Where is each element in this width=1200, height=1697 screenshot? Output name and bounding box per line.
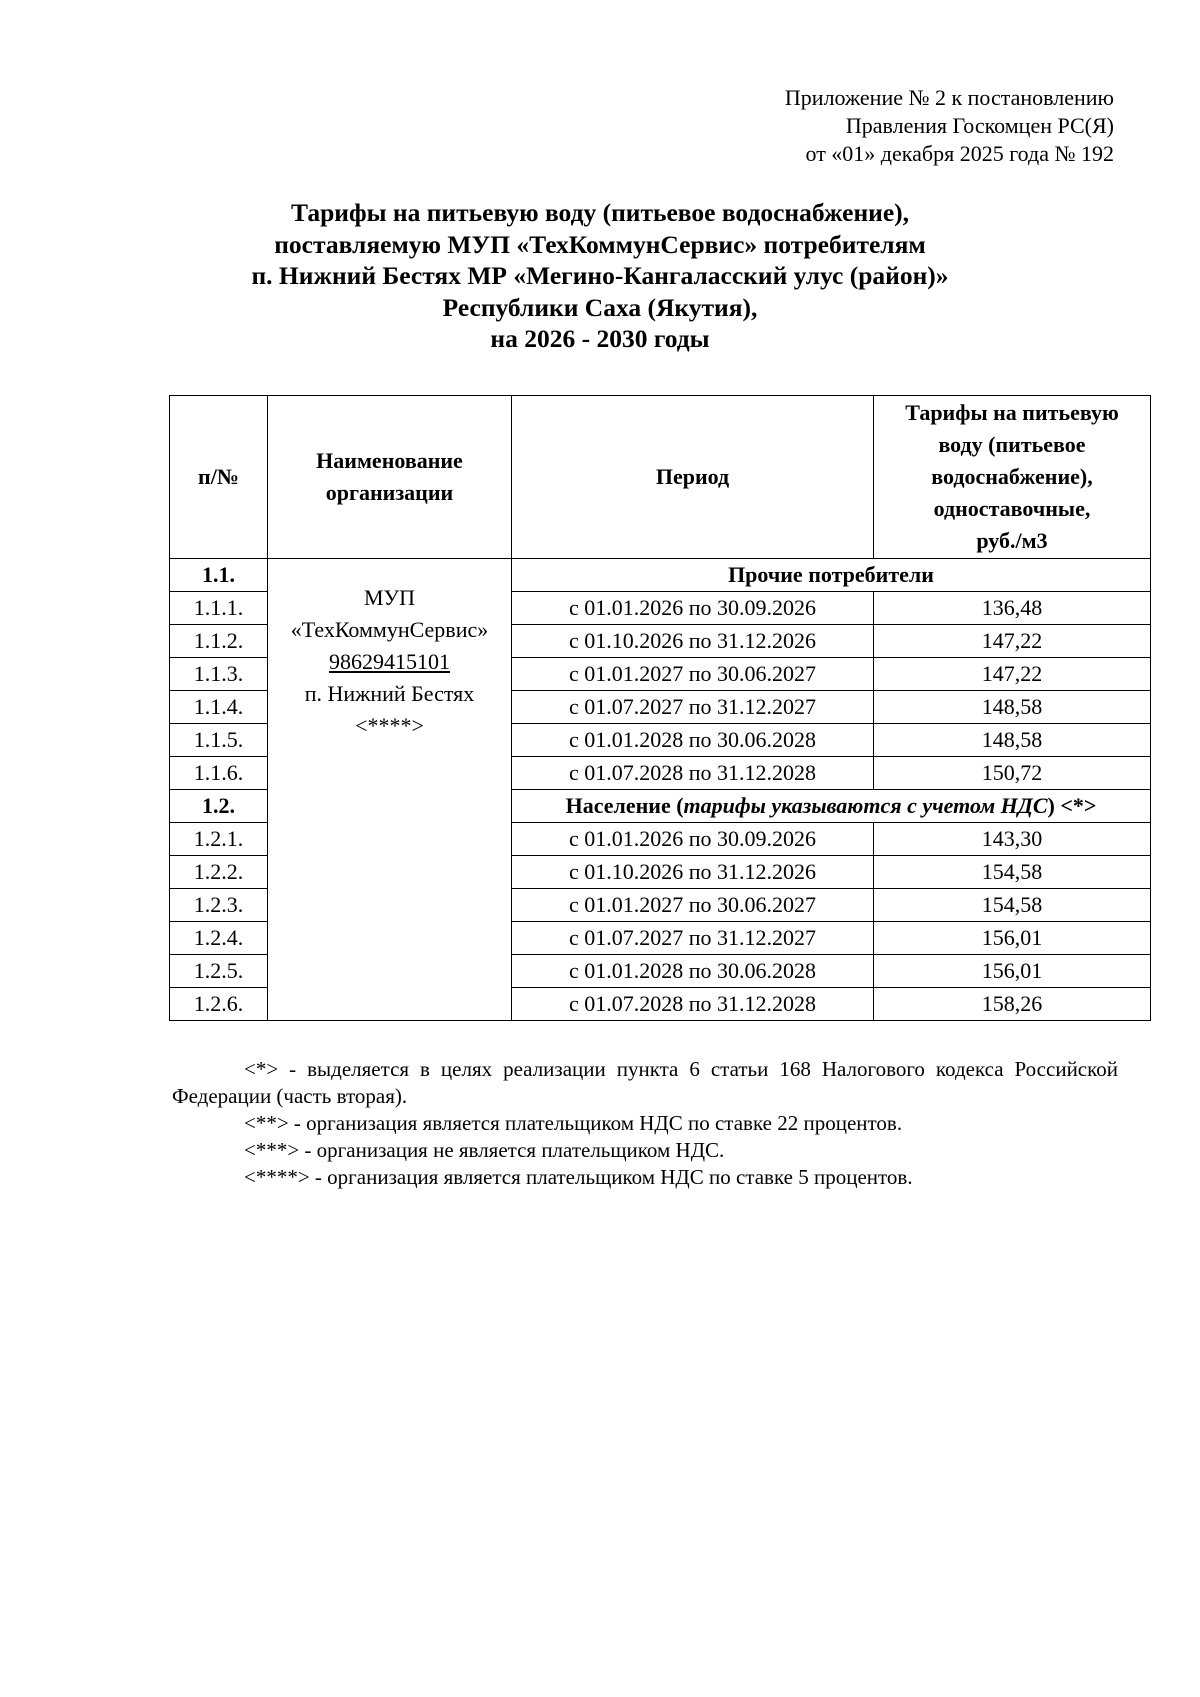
section-label: Прочие потребители — [512, 559, 1151, 592]
row-num: 1.1.6. — [170, 757, 268, 790]
org-note-ref: <****> — [355, 712, 424, 738]
row-period: с 01.01.2028 по 30.06.2028 — [512, 724, 874, 757]
footnote: <**> - организация является плательщиком НДС по ставке 22 процентов. — [244, 1111, 903, 1135]
header-tariff-line: руб./м3 — [976, 528, 1048, 553]
row-tariff: 143,30 — [874, 823, 1151, 856]
row-num: 1.2.6. — [170, 988, 268, 1021]
row-num: 1.2.1. — [170, 823, 268, 856]
row-num: 1.1.5. — [170, 724, 268, 757]
header-period: Период — [512, 396, 874, 559]
appendix-reference — [785, 84, 1114, 168]
row-tariff: 154,58 — [874, 856, 1151, 889]
header-tariff-line: воду (питьевое — [938, 432, 1086, 457]
row-tariff: 156,01 — [874, 922, 1151, 955]
row-num: 1.1.4. — [170, 691, 268, 724]
org-code: 98629415101 — [329, 648, 450, 674]
section-num: 1.2. — [170, 790, 268, 823]
header-org-line: Наименование — [316, 448, 463, 473]
section-label-end: ) <*> — [1047, 793, 1097, 818]
header-num: п/№ — [170, 396, 268, 559]
org-line: п. Нижний Бестях — [304, 680, 475, 706]
section-num: 1.1. — [170, 559, 268, 592]
row-period: с 01.07.2028 по 31.12.2028 — [512, 757, 874, 790]
row-num: 1.2.3. — [170, 889, 268, 922]
row-period: с 01.01.2027 по 30.06.2027 — [512, 889, 874, 922]
row-tariff: 150,72 — [874, 757, 1151, 790]
title-line: п. Нижний Бестях МР «Мегино-Кангаласский улус (район)» — [251, 261, 949, 290]
row-tariff: 154,58 — [874, 889, 1151, 922]
appendix-line: от «01» декабря 2025 года № 192 — [805, 141, 1114, 166]
footnotes — [172, 1056, 1118, 1191]
tariff-table — [169, 395, 1151, 1021]
header-tariff-line: водоснабжение), — [931, 464, 1093, 489]
title-line: Республики Саха (Якутия), — [442, 292, 758, 322]
row-period: с 01.10.2026 по 31.12.2026 — [512, 856, 874, 889]
row-period: с 01.01.2028 по 30.06.2028 — [512, 955, 874, 988]
row-num: 1.1.3. — [170, 658, 268, 691]
appendix-line: Правления Госкомцен РС(Я) — [845, 113, 1114, 138]
row-tariff: 147,22 — [874, 625, 1151, 658]
row-num: 1.1.2. — [170, 625, 268, 658]
row-num: 1.1.1. — [170, 592, 268, 625]
row-num: 1.2.4. — [170, 922, 268, 955]
title-line: поставляемую МУП «ТехКоммунСервис» потребителям — [274, 229, 926, 259]
appendix-line: Приложение № 2 к постановлению — [784, 85, 1114, 110]
title-line: на 2026 - 2030 годы — [490, 324, 710, 353]
header-tariff-line: одноставочные, — [933, 496, 1091, 521]
organization-cell — [268, 559, 512, 1021]
row-tariff: 147,22 — [874, 658, 1151, 691]
section-label — [512, 790, 1151, 823]
header-tariff — [874, 396, 1151, 559]
row-tariff: 136,48 — [874, 592, 1151, 625]
row-tariff: 148,58 — [874, 724, 1151, 757]
title-line: Тарифы на питьевую воду (питьевое водоснабжение), — [290, 198, 910, 227]
row-period: с 01.01.2027 по 30.06.2027 — [512, 658, 874, 691]
row-period: с 01.07.2027 по 31.12.2027 — [512, 691, 874, 724]
row-num: 1.2.2. — [170, 856, 268, 889]
org-line: МУП — [363, 584, 416, 610]
row-period: с 01.07.2028 по 31.12.2028 — [512, 988, 874, 1021]
section-label-italic: тарифы указываются с учетом НДС — [683, 793, 1048, 818]
row-tariff: 148,58 — [874, 691, 1151, 724]
footnote: <****> - организация является плательщиком НДС по ставке 5 процентов. — [244, 1165, 913, 1189]
row-period: с 01.07.2027 по 31.12.2027 — [512, 922, 874, 955]
row-tariff: 156,01 — [874, 955, 1151, 988]
row-num: 1.2.5. — [170, 955, 268, 988]
footnote: <*> - выделяется в целях реализации пункта 6 статьи 168 Налогового кодекса Российской Федерации (часть вторая). — [172, 1057, 1118, 1108]
row-period: с 01.01.2026 по 30.09.2026 — [512, 823, 874, 856]
header-org-line: организации — [325, 480, 454, 505]
section-row — [170, 559, 1151, 592]
row-period: с 01.10.2026 по 31.12.2026 — [512, 625, 874, 658]
org-line: «ТехКоммунСервис» — [290, 616, 489, 642]
document-title — [0, 197, 1200, 355]
section-label-start: Население ( — [565, 793, 684, 818]
footnote: <***> - организация не является плательщиком НДС. — [244, 1138, 725, 1162]
row-tariff: 158,26 — [874, 988, 1151, 1021]
header-tariff-line: Тарифы на питьевую — [905, 400, 1119, 425]
row-period: с 01.01.2026 по 30.09.2026 — [512, 592, 874, 625]
header-organization — [268, 396, 512, 559]
table-header-row — [170, 396, 1151, 559]
